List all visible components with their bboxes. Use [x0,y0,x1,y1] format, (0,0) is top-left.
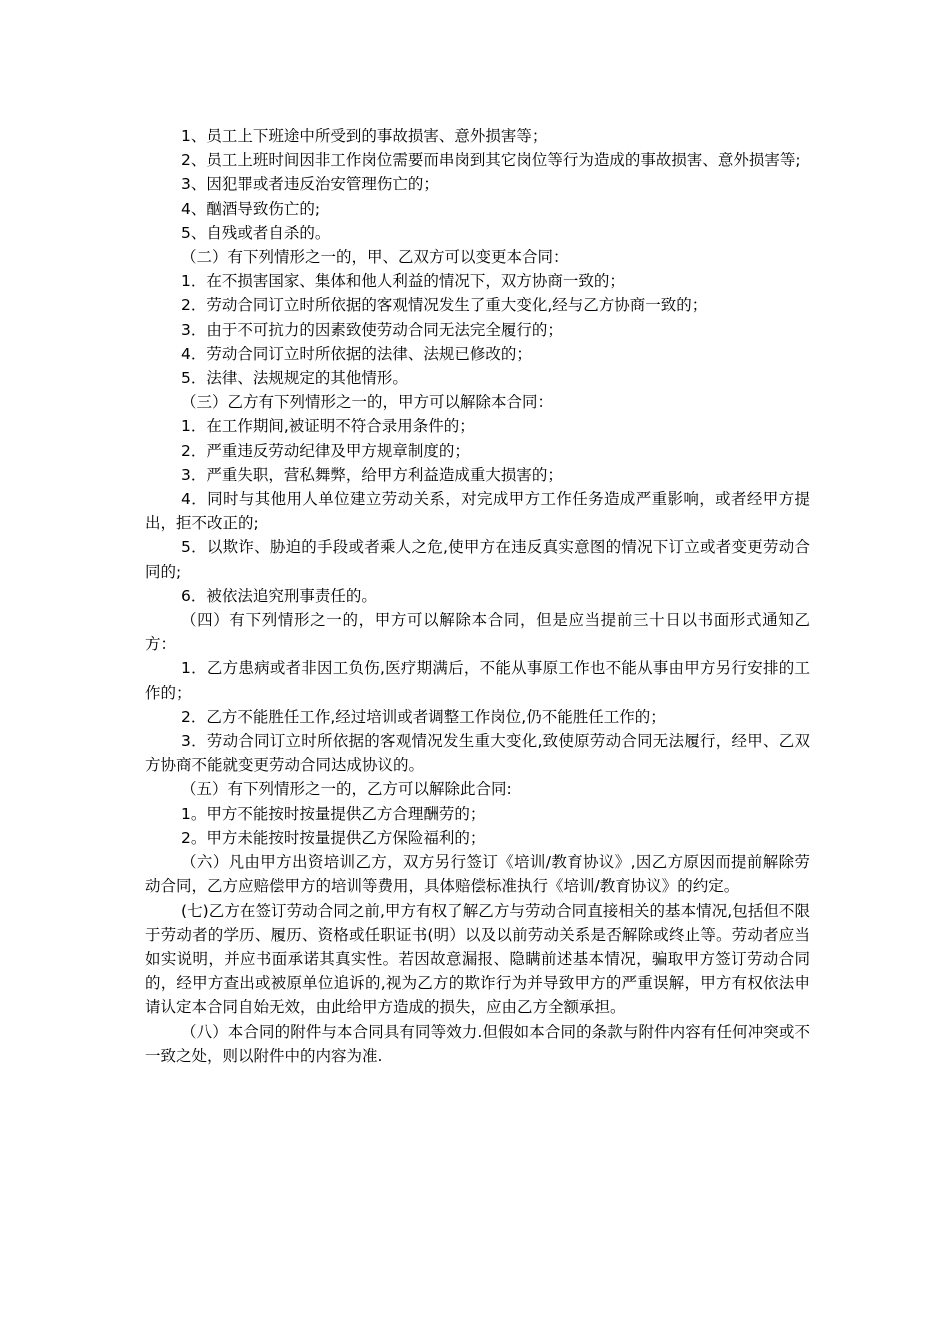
section-paragraph: （八）本合同的附件与本合同具有同等效力.但假如本合同的条款与附件内容有任何冲突或不一致之处，则以附件中的内容为准. [145,1022,810,1065]
paragraph: 1。甲方不能按时按量提供乙方合理酬劳的； [181,804,486,823]
paragraph: 4．同时与其他用人单位建立劳动关系，对完成甲方工作任务造成严重影响，或者经甲方提出，拒不改正的; [145,490,810,533]
section-heading: （三）乙方有下列情形之一的，甲方可以解除本合同： [181,393,554,412]
section-heading: （四）有下列情形之一的，甲方可以解除本合同，但是应当提前三十日以书面形式通知乙方： [145,611,810,654]
paragraph: 3．劳动合同订立时所依据的客观情况发生重大变化,致使原劳动合同无法履行，经甲、乙双方协商不能就变更劳动合同达成协议的。 [145,732,810,775]
paragraph: 2。甲方未能按时按量提供乙方保险福利的； [181,828,486,847]
paragraph: 2．乙方不能胜任工作,经过培训或者调整工作岗位,仍不能胜任工作的； [181,707,666,726]
paragraph: 1．在不损害国家、集体和他人利益的情况下，双方协商一致的； [181,272,625,291]
paragraph: 1．在工作期间,被证明不符合录用条件的； [181,417,475,436]
paragraph: 1、员工上下班途中所受到的事故损害、意外损害等； [181,127,548,145]
paragraph: 6．被依法追究刑事责任的。 [181,586,377,605]
section-paragraph: (七)乙方在签订劳动合同之前,甲方有权了解乙方与劳动合同直接相关的基本情况,包括但不限于劳动者的学历、履历、资格或任职证书(明）以及以前劳动关系是否解除或终止等。劳动者应当如实说明，并应书面承诺其真实性。若因故意漏报、隐瞒前述基本情况，骗取甲方签订劳动合同的，经甲方查出或被原单位追诉的,视为乙方的欺诈行为并导致甲方的严重误解，甲方有权依法申请认定本合同自始无效，由此给甲方造成的损失，应由乙方全额承担。 [145,901,810,1017]
paragraph: 4、酗酒导致伤亡的; [181,199,321,218]
paragraph: 5、自残或者自杀的。 [181,223,331,242]
paragraph: 3．严重失职，营私舞弊，给甲方利益造成重大损害的； [181,465,563,484]
paragraph: 2．严重违反劳动纪律及甲方规章制度的； [181,441,470,460]
paragraph: 2．劳动合同订立时所依据的客观情况发生了重大变化,经与乙方协商一致的； [181,296,708,315]
section-heading: （二）有下列情形之一的，甲、乙双方可以变更本合同： [181,248,569,267]
paragraph: 3．由于不可抗力的因素致使劳动合同无法完全履行的； [181,320,563,339]
paragraph: 4．劳动合同订立时所依据的法律、法规已修改的； [181,344,532,363]
paragraph: 3、因犯罪或者违反治安管理伤亡的； [181,175,439,194]
paragraph: 5．以欺诈、胁迫的手段或者乘人之危,使甲方在违反真实意图的情况下订立或者变更劳动合同的; [145,538,810,581]
section-heading: （五）有下列情形之一的，乙方可以解除此合同: [181,780,512,799]
section-paragraph: （六）凡由甲方出资培训乙方，双方另行签订《培训/教育协议》,因乙方原因而提前解除劳动合同，乙方应赔偿甲方的培训等费用，具体赔偿标准执行《培训/教育协议》的约定。 [145,853,810,896]
document-body [145,124,810,1068]
paragraph: 1．乙方患病或者非因工负伤,医疗期满后，不能从事原工作也不能从事由甲方另行安排的工作的； [145,659,810,702]
paragraph: 2、员工上班时间因非工作岗位需要而串岗到其它岗位等行为造成的事故损害、意外损害等; [181,151,801,170]
paragraph: 5．法律、法规规定的其他情形。 [181,369,408,388]
